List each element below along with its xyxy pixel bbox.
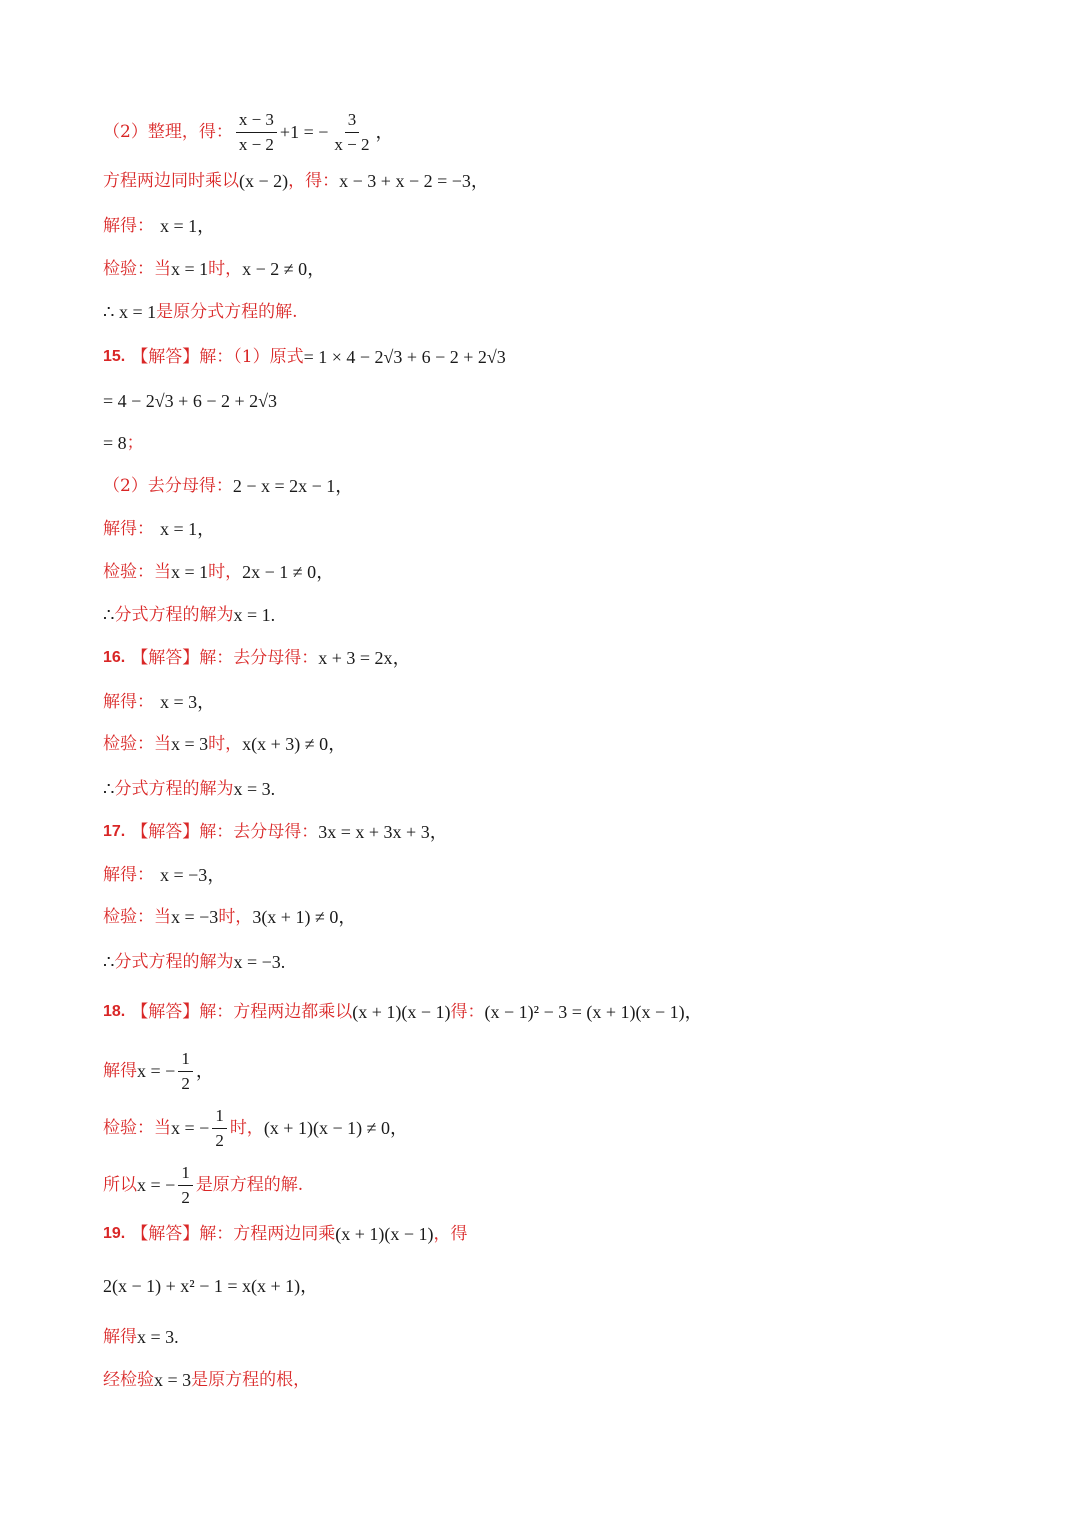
math: x = 1 [160, 519, 198, 539]
text: 【解答】解：（1）原式 [131, 347, 304, 367]
question-15 [103, 344, 506, 370]
math: x = − [171, 1118, 210, 1138]
fraction: $\frac{1}{2}$ [178, 1049, 193, 1094]
math: ∴ [103, 605, 115, 625]
line [103, 299, 298, 325]
line [103, 731, 346, 757]
text: 检验：当 [103, 907, 171, 927]
question-number: 16. [103, 649, 126, 666]
punct: ， [328, 734, 347, 754]
line [103, 388, 277, 414]
math: 2 − x = 2x − 1 [232, 476, 336, 496]
line [103, 1160, 303, 1210]
text: 时， [218, 907, 253, 927]
text: 时， [208, 562, 243, 582]
math: x = 3 [171, 734, 209, 754]
text: （2）去分母得： [103, 476, 233, 496]
punct: ， [375, 122, 394, 142]
question-number: 17. [103, 823, 126, 840]
math: +1 = − [279, 122, 329, 142]
line [103, 559, 334, 585]
math: = 4 − 2√3 + 6 − 2 + 2√3 [103, 391, 278, 411]
text: ，得 [433, 1224, 468, 1244]
math: x + 3 = 2x [318, 648, 393, 668]
punct: ， [338, 907, 357, 927]
math: 2(x − 1) + x² − 1 = x(x + 1) [103, 1276, 301, 1296]
text: 【解答】解：方程两边同乘 [131, 1224, 336, 1244]
punct: ， [392, 648, 411, 668]
text: 【解答】解：去分母得： [131, 648, 319, 668]
fraction: $\frac{1}{2}$ [212, 1106, 227, 1151]
question-17 [103, 819, 448, 845]
punct: ， [335, 476, 354, 496]
punct: ， [197, 692, 216, 712]
line [103, 949, 285, 975]
question-number: 15. [103, 348, 126, 365]
question-number: 19. [103, 1225, 126, 1242]
fraction: $\frac{x - 3}{x - 2}$ [236, 110, 277, 155]
math: (x − 1)² − 3 = (x + 1)(x − 1) [484, 1002, 685, 1022]
math: (x + 1)(x − 1) ≠ 0 [263, 1118, 390, 1138]
math: = 8 [103, 433, 127, 453]
line [103, 1273, 318, 1299]
text: 【解答】解：去分母得： [131, 822, 319, 842]
text: 检验：当 [103, 259, 171, 279]
text: 解得： [103, 216, 154, 236]
line [103, 1324, 179, 1350]
math: x − 2 ≠ 0 [242, 259, 308, 279]
punct: . [270, 605, 276, 625]
punct: . [280, 952, 286, 972]
punct: ， [429, 822, 448, 842]
text: 是原方程的解. [195, 1175, 304, 1195]
line [103, 689, 215, 715]
text: 时， [208, 259, 243, 279]
math: 3x = x + 3x + 3 [318, 822, 430, 842]
line [103, 256, 325, 282]
fraction: $\frac{3}{x - 2}$ [334, 109, 370, 154]
line [103, 776, 275, 802]
text: 解得 [103, 1061, 137, 1081]
math: x = −3 [171, 907, 219, 927]
question-16 [103, 645, 411, 671]
math: x = 1 [160, 216, 198, 236]
text: 时， [229, 1118, 264, 1138]
line [103, 1367, 310, 1393]
punct: . [174, 1327, 179, 1347]
text: 检验：当 [103, 734, 171, 754]
math: x = 3 [160, 692, 198, 712]
math: x = 3 [233, 779, 271, 799]
punct: ， [470, 171, 489, 191]
line [103, 516, 215, 542]
text: 经检验 [103, 1370, 154, 1390]
punct: ， [307, 259, 326, 279]
math: (x − 2) [239, 171, 289, 191]
line [103, 168, 489, 194]
punct: . [270, 779, 276, 799]
text: 检验：当 [103, 562, 171, 582]
line [103, 904, 356, 930]
punct: ， [197, 519, 216, 539]
math: x = 3 [154, 1370, 192, 1390]
line [103, 862, 225, 888]
math: (x + 1)(x − 1) [335, 1224, 434, 1244]
text: 得： [450, 1002, 485, 1022]
text: 解得： [103, 692, 154, 712]
math: 2x − 1 ≠ 0 [242, 562, 317, 582]
punct: ， [300, 1276, 319, 1296]
math: ∴ [103, 779, 115, 799]
math: x = 3 [137, 1327, 175, 1347]
punct: ， [207, 865, 226, 885]
text: 分式方程的解为 [114, 605, 234, 625]
math: x = 1 [233, 605, 271, 625]
line [103, 1046, 214, 1096]
text: 方程两边同时乘以 [103, 171, 239, 191]
math: x(x + 3) ≠ 0 [242, 734, 329, 754]
line [103, 602, 275, 628]
text: 解得 [103, 1327, 137, 1347]
text: 分式方程的解为 [114, 952, 234, 972]
math: x = −3 [233, 952, 281, 972]
punct: ， [197, 216, 216, 236]
math: x = −3 [160, 865, 208, 885]
text: 所以 [103, 1175, 137, 1195]
line [103, 473, 353, 499]
punct: ， [316, 562, 335, 582]
math: = 1 × 4 − 2√3 + 6 − 2 + 2√3 [303, 347, 506, 367]
math: x = 1 [171, 259, 209, 279]
question-number: 18. [103, 1003, 126, 1020]
punct: ， [684, 1002, 703, 1022]
punct: ； [126, 433, 144, 453]
question-18 [103, 999, 703, 1025]
text: 是原分式方程的解. [156, 302, 298, 322]
math: x = 1 [171, 562, 209, 582]
fraction: $\frac{1}{2}$ [178, 1163, 193, 1208]
line [103, 1103, 408, 1153]
math: x = − [137, 1175, 176, 1195]
text: 分式方程的解为 [114, 779, 234, 799]
text: 是原方程的根， [191, 1370, 311, 1390]
text: 解得： [103, 519, 154, 539]
math: x − 3 + x − 2 = −3 [339, 171, 471, 191]
text: 【解答】解：方程两边都乘以 [131, 1002, 353, 1022]
math: ∴ x = 1 [103, 302, 157, 322]
line [103, 430, 144, 456]
line-14-2-equation [103, 106, 393, 158]
punct: ， [389, 1118, 408, 1138]
line [103, 213, 215, 239]
text: 解得： [103, 865, 154, 885]
math: (x + 1)(x − 1) [352, 1002, 451, 1022]
math: 3(x + 1) ≠ 0 [252, 907, 339, 927]
math: x = − [137, 1061, 176, 1081]
text: 检验：当 [103, 1118, 171, 1138]
text: ，得： [288, 171, 340, 191]
text: （2）整理，得： [103, 122, 233, 142]
punct: ， [195, 1061, 214, 1081]
math: ∴ [103, 952, 115, 972]
question-19 [103, 1221, 468, 1247]
text: 时， [208, 734, 243, 754]
